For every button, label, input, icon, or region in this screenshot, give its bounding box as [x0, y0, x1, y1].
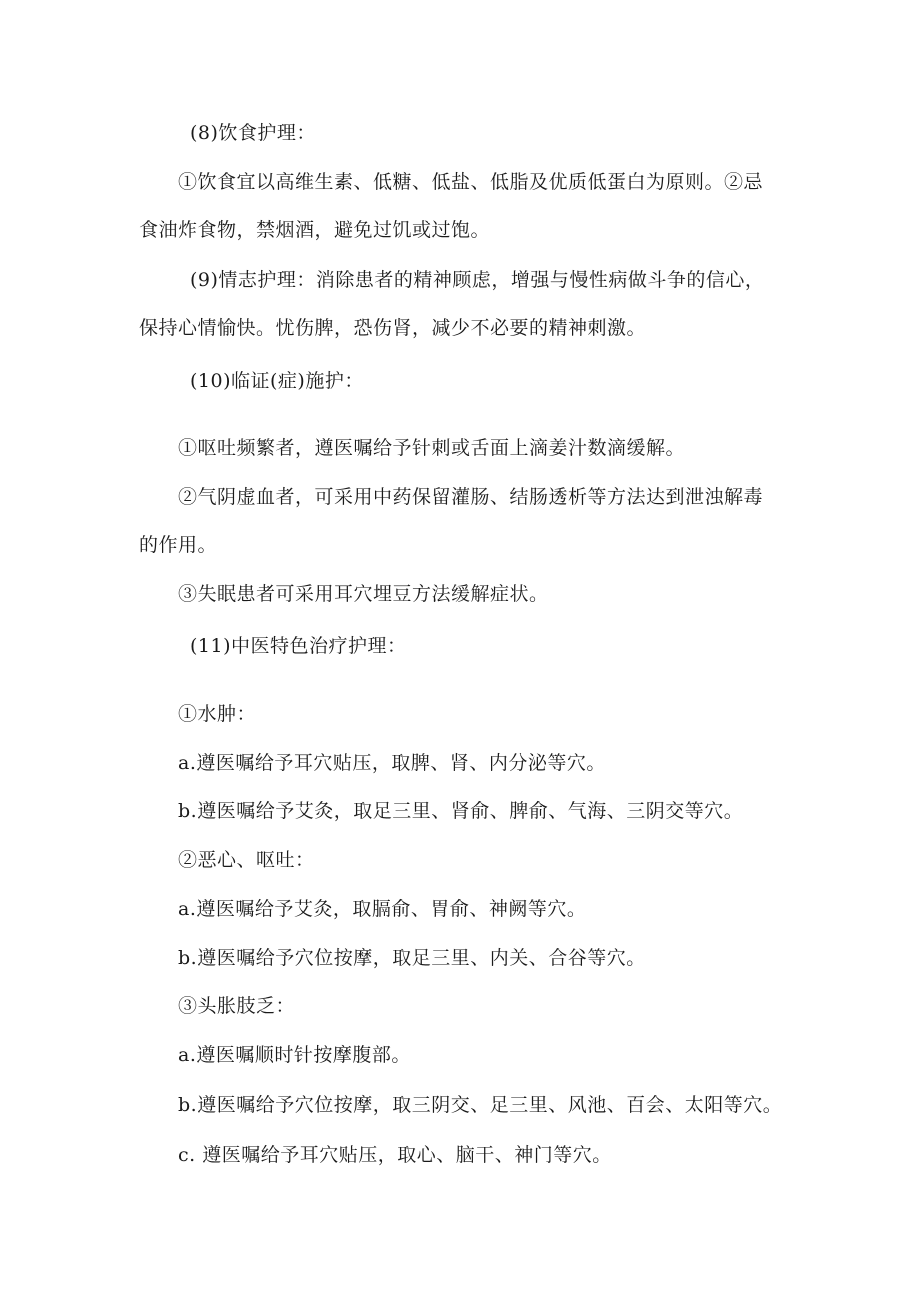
list-item: c. 遵医嘱给予耳穴贴压，取心、脑干、神门等穴。: [178, 1144, 612, 1166]
list-item: a.遵医嘱给予艾灸，取膈俞、胃俞、神阙等穴。: [178, 898, 587, 920]
heading-symptom-care: (10)临证(症)施护：: [190, 370, 364, 392]
heading-tcm-treatment: (11)中医特色治疗护理：: [190, 635, 407, 657]
list-item: a.遵医嘱顺时针按摩腹部。: [178, 1044, 411, 1066]
list-item-continuation: 的作用。: [139, 534, 218, 556]
paragraph-line: 食油炸食物，禁烟酒，避免过饥或过饱。: [139, 219, 491, 241]
paragraph-line: 保持心情愉快。忧伤脾，恐伤肾，减少不必要的精神刺激。: [139, 317, 647, 339]
subheading-nausea-vomiting: ②恶心、呕吐：: [178, 849, 315, 871]
subheading-edema: ①水肿：: [178, 703, 257, 725]
list-item: ①呕吐频繁者，遵医嘱给予针刺或舌面上滴姜汁数滴缓解。: [178, 437, 686, 459]
paragraph-line: ①饮食宜以高维生素、低糖、低盐、低脂及优质低蛋白为原则。②忌: [178, 171, 764, 193]
list-item: b.遵医嘱给予穴位按摩，取足三里、内关、合谷等穴。: [178, 947, 646, 969]
list-item: ②气阴虚血者，可采用中药保留灌肠、结肠透析等方法达到泄浊解毒: [178, 486, 764, 508]
list-item: b.遵医嘱给予艾灸，取足三里、肾俞、脾俞、气海、三阴交等穴。: [178, 800, 744, 822]
list-item: b.遵医嘱给予穴位按摩，取三阴交、足三里、风池、百会、太阳等穴。: [178, 1094, 783, 1116]
subheading-headache-fatigue: ③头胀肢乏：: [178, 995, 296, 1017]
list-item: a.遵医嘱给予耳穴贴压，取脾、肾、内分泌等穴。: [178, 752, 606, 774]
paragraph-line: (9)情志护理：消除患者的精神顾虑，增强与慢性病做斗争的信心，: [190, 269, 765, 291]
list-item: ③失眠患者可采用耳穴埋豆方法缓解症状。: [178, 583, 549, 605]
heading-diet-care: (8)饮食护理：: [190, 122, 316, 144]
